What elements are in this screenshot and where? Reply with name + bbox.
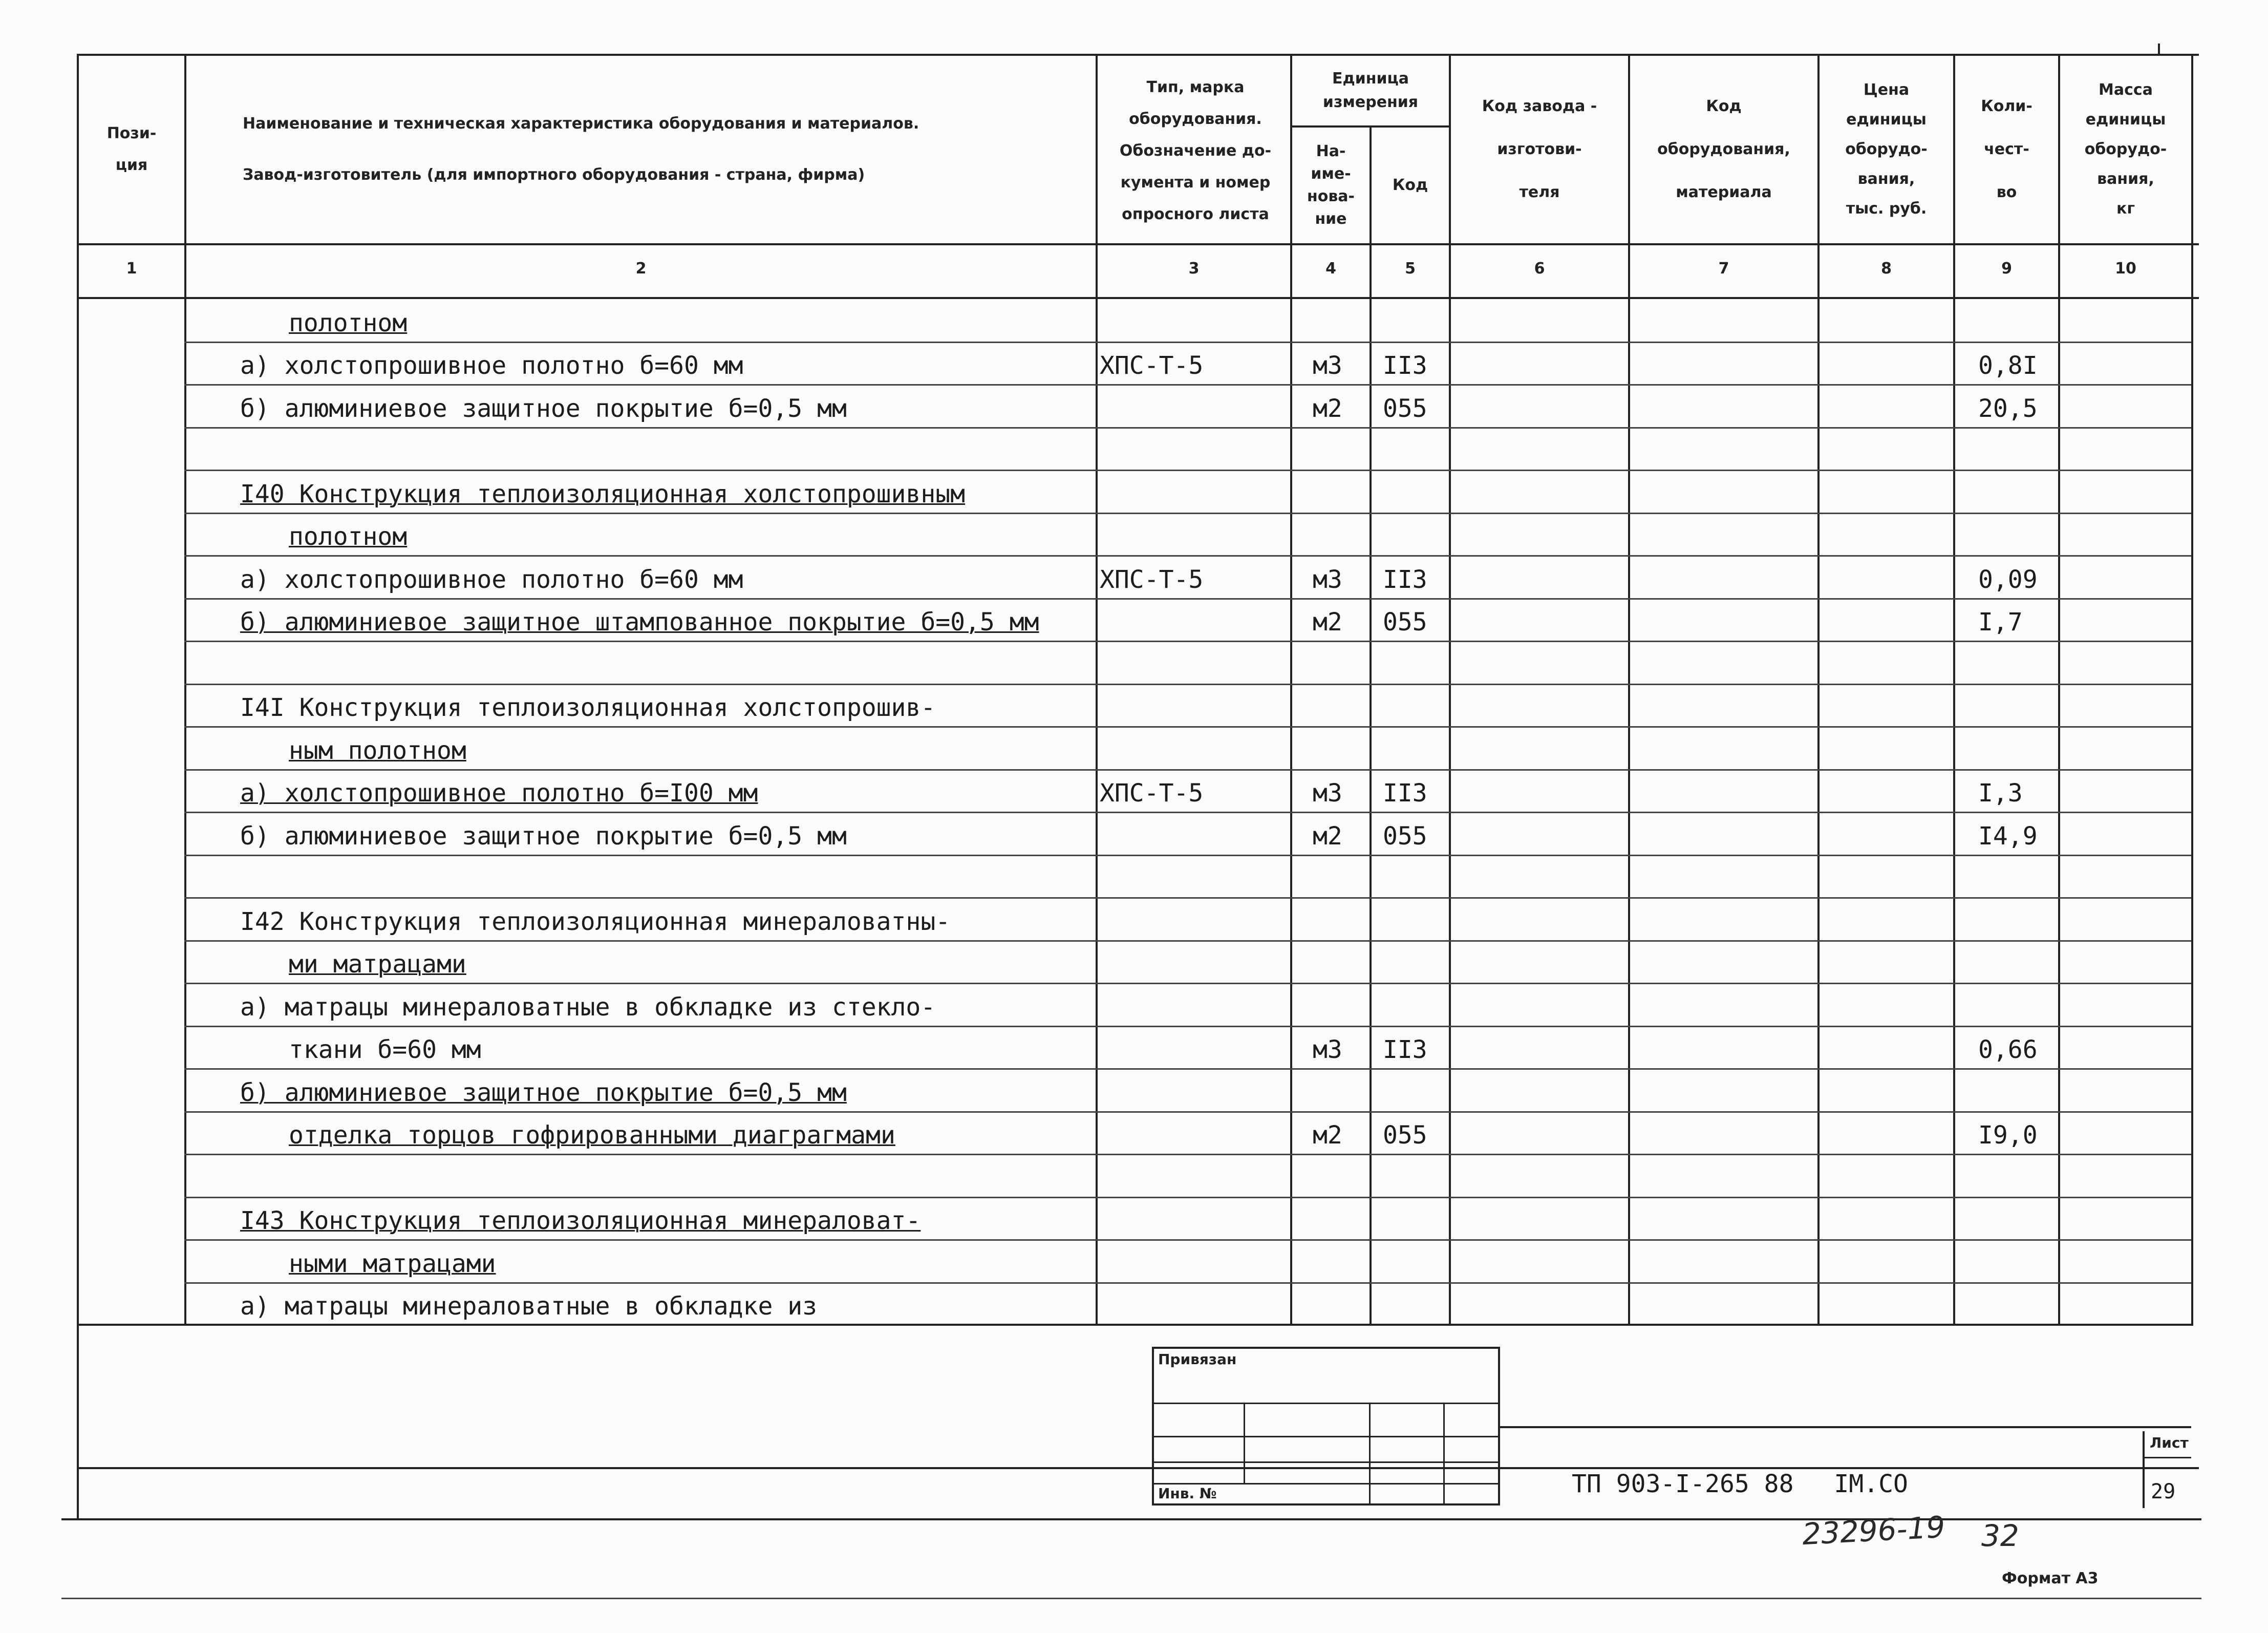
column-number-9: 9 xyxy=(2001,260,2012,278)
sheet-label: Лист xyxy=(2150,1434,2189,1451)
row-name: полотном xyxy=(289,522,408,551)
table-row xyxy=(77,855,2191,898)
row-code: 055 xyxy=(1383,608,1427,637)
corner-tick xyxy=(2158,44,2160,55)
header-unit-group: Единица измерения xyxy=(1322,70,1419,111)
table-row xyxy=(77,1068,2191,1111)
table-row xyxy=(77,299,2191,342)
row-code: II3 xyxy=(1383,1035,1427,1064)
row-name: I42 Конструкция теплоизоляционная минераловатны- xyxy=(240,907,951,936)
row-quantity: I9,0 xyxy=(1978,1121,2038,1150)
sheet-box xyxy=(2143,1431,2191,1508)
row-name: ткани б=60 мм xyxy=(289,1035,481,1064)
row-name: б) алюминиевое защитное покрытие б=0,5 мм xyxy=(240,394,847,423)
table-row xyxy=(77,470,2191,513)
page-bottom-rule-lower xyxy=(61,1598,2201,1599)
row-code: II3 xyxy=(1383,779,1427,808)
header-unit-name: На- име- нова- ние xyxy=(1307,142,1355,228)
inventory-number-label: Инв. № xyxy=(1158,1485,1217,1502)
stamp-line-4 xyxy=(1154,1483,1498,1484)
header-type: Тип, марка оборудования. Обозначение до- кумента и номер опросного листа xyxy=(1119,78,1272,223)
format-label: Формат А3 xyxy=(2002,1570,2099,1587)
header-position: Пози- ция xyxy=(106,124,157,174)
table-row xyxy=(77,641,2191,684)
table-row xyxy=(77,427,2191,470)
row-name: а) матрацы минераловатные в обкладке из xyxy=(240,1292,818,1321)
table-row xyxy=(77,342,2191,385)
stamp-vline-1 xyxy=(1244,1403,1245,1483)
table-row xyxy=(77,769,2191,812)
table-row xyxy=(77,384,2191,427)
stamp-vline-2 xyxy=(1369,1403,1371,1503)
row-unit: м2 xyxy=(1313,608,1342,637)
row-quantity: I,3 xyxy=(1978,779,2023,808)
column-number-6: 6 xyxy=(1534,260,1545,278)
row-type: ХПС-Т-5 xyxy=(1100,565,1204,594)
table-row xyxy=(77,598,2191,641)
sheet-number: 29 xyxy=(2151,1480,2176,1503)
column-number-1: 1 xyxy=(126,260,137,278)
table-row xyxy=(77,1197,2191,1240)
row-name: I43 Конструкция теплоизоляционная минераловат- xyxy=(240,1206,921,1235)
row-code: 055 xyxy=(1383,394,1427,423)
header-bottom-border xyxy=(77,243,2199,245)
row-name: а) холстопрошивное полотно б=60 мм xyxy=(240,351,743,380)
row-type: ХПС-Т-5 xyxy=(1100,351,1204,380)
specification-table xyxy=(77,54,2199,1518)
row-unit: м3 xyxy=(1313,1035,1342,1064)
stamp-line-2 xyxy=(1154,1436,1498,1437)
table-row xyxy=(77,555,2191,598)
row-name: а) холстопрошивное полотно б=60 мм xyxy=(240,565,743,594)
row-name: I4I Конструкция теплоизоляционная холстопрошив- xyxy=(240,693,936,722)
sheet-box-divider xyxy=(2145,1457,2191,1458)
document-code-main: ТП 903-I-265 88 xyxy=(1572,1470,1794,1498)
table-row xyxy=(77,1111,2191,1154)
row-code: 055 xyxy=(1383,1121,1427,1150)
row-code: II3 xyxy=(1383,351,1427,380)
table-row xyxy=(77,684,2191,727)
header-unit-code: Код xyxy=(1392,176,1428,194)
column-number-3: 3 xyxy=(1188,260,1200,278)
stamp-vline-3 xyxy=(1443,1403,1445,1503)
table-row xyxy=(77,1239,2191,1282)
row-name: б) алюминиевое защитное покрытие б=0,5 мм xyxy=(240,1078,847,1107)
header-unit-mass: Масса единицы оборудо- вания, кг xyxy=(2084,81,2167,218)
row-name: б) алюминиевое защитное покрытие б=0,5 мм xyxy=(240,821,847,851)
title-block-divider xyxy=(1500,1426,2191,1428)
handwritten-number: 23296-19 xyxy=(1801,1509,1946,1552)
row-unit: м2 xyxy=(1313,394,1342,423)
row-quantity: 20,5 xyxy=(1978,394,2038,423)
header-quantity: Коли- чест- во xyxy=(1981,97,2032,201)
table-row xyxy=(77,1154,2191,1197)
row-unit: м3 xyxy=(1313,351,1342,380)
table-row xyxy=(77,897,2191,940)
row-unit: м2 xyxy=(1313,1121,1342,1150)
row-quantity: I,7 xyxy=(1978,608,2023,637)
row-quantity: 0,09 xyxy=(1978,565,2038,594)
column-number-2: 2 xyxy=(635,260,647,278)
row-name: полотном xyxy=(289,308,408,337)
table-row xyxy=(77,812,2191,855)
table-bottom-border xyxy=(77,1467,2199,1469)
row-name: а) холстопрошивное полотно б=I00 мм xyxy=(240,779,758,808)
column-number-4: 4 xyxy=(1325,260,1336,278)
column-number-10: 10 xyxy=(2115,260,2136,278)
header-unit-price: Цена единицы оборудо- вания, тыс. руб. xyxy=(1845,81,1928,218)
column-number-8: 8 xyxy=(1881,260,1892,278)
column-number-5: 5 xyxy=(1405,260,1416,278)
row-quantity: I4,9 xyxy=(1978,821,2038,851)
table-row xyxy=(77,983,2191,1026)
handwritten-page: 32 xyxy=(1981,1518,2019,1553)
row-name: отделка торцов гофрированными диаграгмами xyxy=(289,1121,895,1150)
column-number-7: 7 xyxy=(1718,260,1729,278)
document-code-suffix: IM.CO xyxy=(1834,1470,1908,1498)
binding-stamp xyxy=(1152,1347,1500,1505)
row-name: ным полотном xyxy=(289,736,466,765)
row-name: ными матрацами xyxy=(289,1249,496,1278)
header-factory-code: Код завода - изготови- теля xyxy=(1482,97,1597,201)
row-quantity: 0,8I xyxy=(1978,351,2038,380)
stamp-line-3 xyxy=(1154,1461,1498,1463)
table-row xyxy=(77,726,2191,769)
row-type: ХПС-Т-5 xyxy=(1100,779,1204,808)
header-name: Наименование и техническая характеристика оборудования и материалов. Завод-изготовитель (для импортного оборудования - страна, фирма) xyxy=(243,115,919,184)
row-quantity: 0,66 xyxy=(1978,1035,2038,1064)
row-name: I40 Конструкция теплоизоляционная холстопрошивным xyxy=(240,479,966,508)
row-name: б) алюминиевое защитное штампованное покрытие б=0,5 мм xyxy=(240,608,1039,637)
row-unit: м3 xyxy=(1313,565,1342,594)
table-row xyxy=(77,1026,2191,1069)
bound-label: Привязан xyxy=(1158,1351,1237,1368)
row-unit: м2 xyxy=(1313,821,1342,851)
table-right-border xyxy=(2191,54,2193,1324)
stamp-line-1 xyxy=(1154,1403,1498,1404)
row-code: 055 xyxy=(1383,821,1427,851)
table-row xyxy=(77,513,2191,556)
row-name: ми матрацами xyxy=(289,950,466,979)
row-code: II3 xyxy=(1383,565,1427,594)
header-equipment-code: Код оборудования, материала xyxy=(1657,97,1790,201)
table-row xyxy=(77,940,2191,983)
row-name: а) матрацы минераловатные в обкладке из стекло- xyxy=(240,992,936,1022)
table-row xyxy=(77,1282,2191,1325)
row-unit: м3 xyxy=(1313,779,1342,808)
document-code xyxy=(1572,1470,1908,1498)
